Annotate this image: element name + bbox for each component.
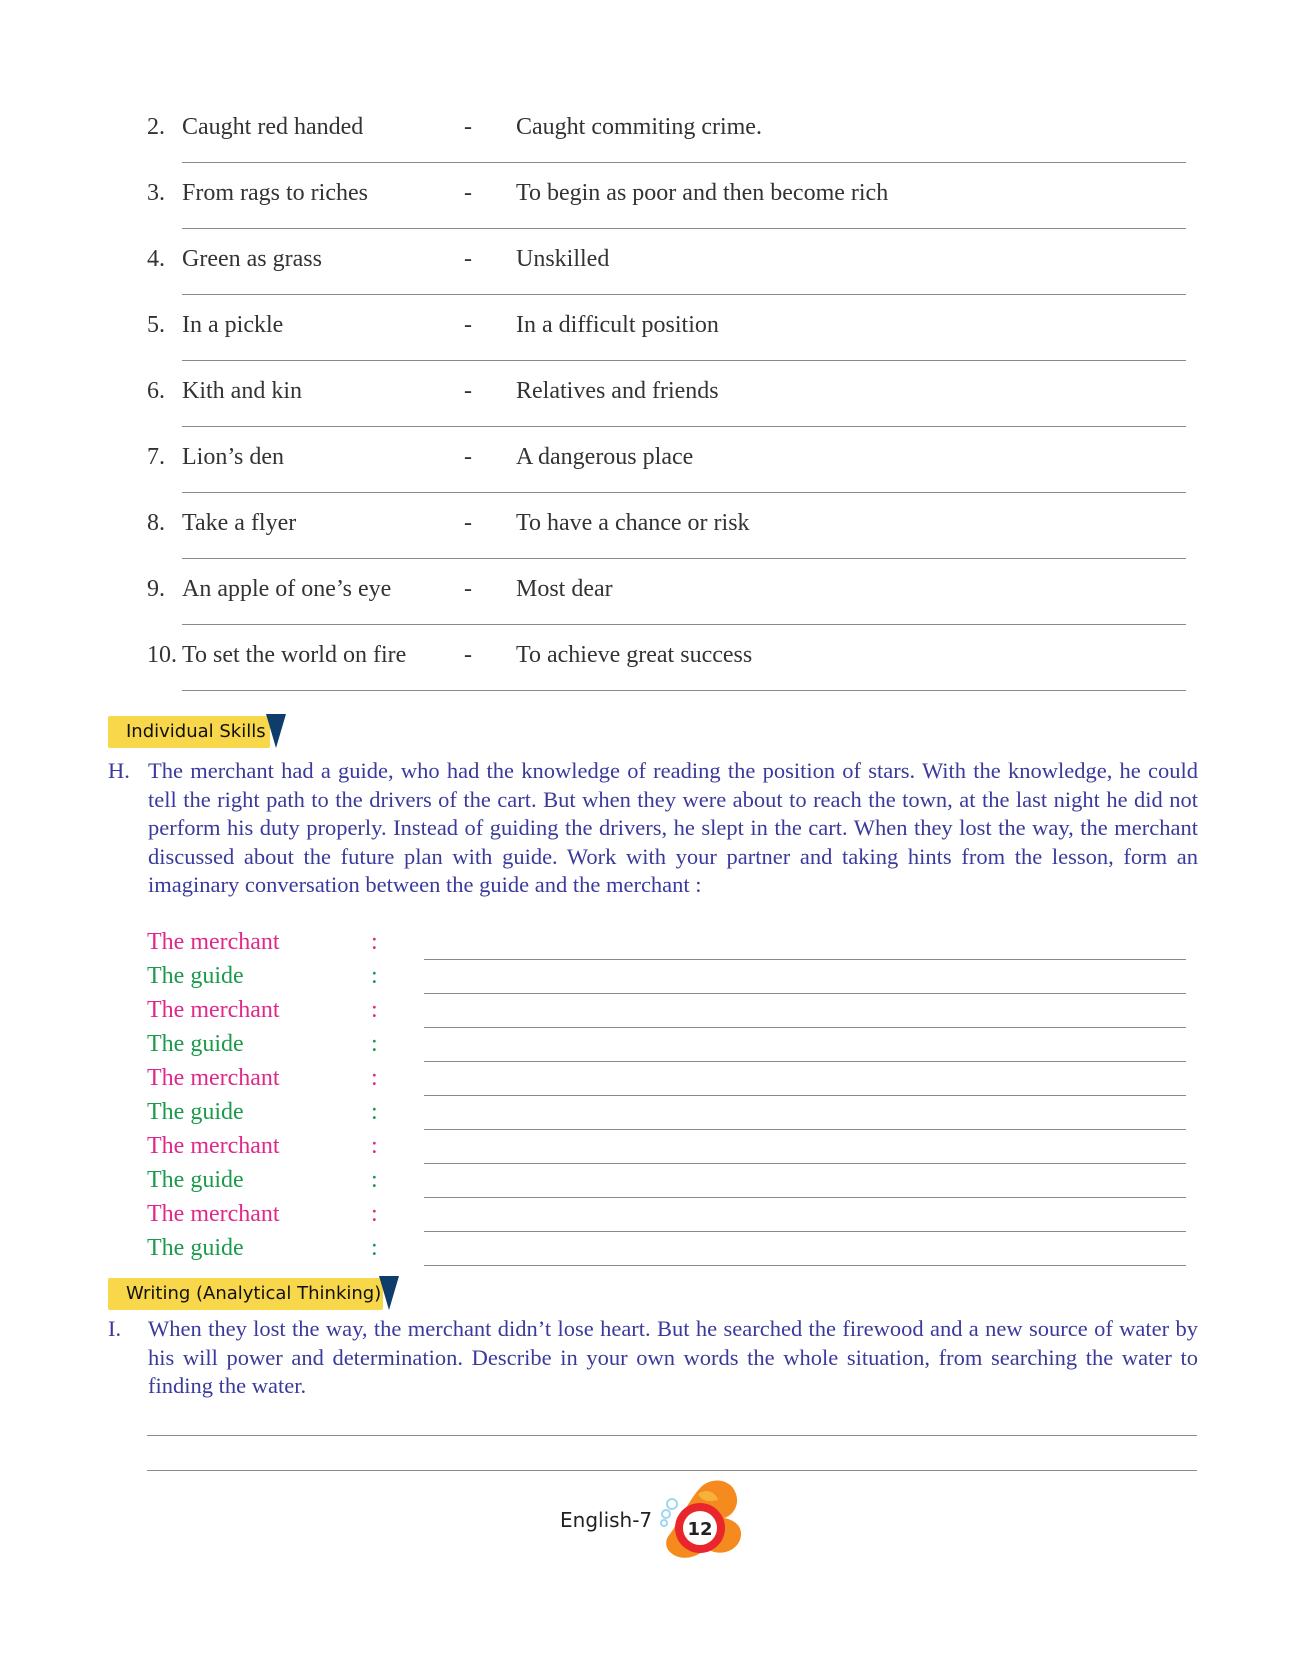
- bubble-icon: [661, 1520, 667, 1526]
- conversation-row: [0, 1031, 1296, 1065]
- idiom-phrase: From rags to riches: [182, 180, 368, 206]
- speaker-label: The guide: [147, 1031, 244, 1057]
- idiom-meaning: Relatives and friends: [516, 378, 719, 404]
- speaker-colon: :: [371, 1031, 378, 1057]
- idiom-meaning: A dangerous place: [516, 444, 694, 470]
- answer-line: [182, 294, 1186, 295]
- dialogue-input-line[interactable]: [424, 993, 1186, 994]
- idiom-row: [0, 236, 1296, 302]
- speaker-colon: :: [371, 1133, 378, 1159]
- answer-line: [182, 690, 1186, 691]
- answer-line: [182, 228, 1186, 229]
- idiom-phrase: Take a flyer: [182, 510, 297, 536]
- idiom-meaning: To begin as poor and then become rich: [516, 180, 889, 206]
- speaker-label: The guide: [147, 1167, 244, 1193]
- idiom-meaning: Caught commiting crime.: [516, 114, 762, 140]
- speaker-label: The guide: [147, 1099, 244, 1125]
- idiom-row: [0, 368, 1296, 434]
- speaker-colon: :: [371, 963, 378, 989]
- speaker-colon: :: [371, 1167, 378, 1193]
- question-letter: H.: [108, 758, 130, 783]
- idiom-phrase: Lion’s den: [182, 444, 284, 470]
- conversation-row: [0, 1099, 1296, 1133]
- question-i: [108, 1315, 1198, 1405]
- answer-line: [182, 162, 1186, 163]
- idiom-number: 10.: [147, 642, 177, 668]
- idiom-dash: -: [464, 114, 472, 140]
- tag-flag-icon: [379, 1276, 399, 1310]
- conversation-row: [0, 1065, 1296, 1099]
- speaker-label: The merchant: [147, 1201, 280, 1227]
- idiom-number: 6.: [147, 378, 165, 404]
- dialogue-input-line[interactable]: [424, 959, 1186, 960]
- idiom-meaning: Unskilled: [516, 246, 610, 272]
- dialogue-input-line[interactable]: [424, 1231, 1186, 1232]
- tag-label: Individual Skills: [126, 721, 266, 742]
- idiom-phrase: An apple of one’s eye: [182, 576, 392, 602]
- page-number: 12: [687, 1519, 713, 1540]
- answer-line: [182, 492, 1186, 493]
- idiom-phrase: Kith and kin: [182, 378, 302, 404]
- conversation-row: [0, 1235, 1296, 1269]
- dialogue-input-line[interactable]: [424, 1095, 1186, 1096]
- idiom-phrase: In a pickle: [182, 312, 284, 338]
- dialogue-input-line[interactable]: [424, 1163, 1186, 1164]
- question-h: [108, 757, 1198, 929]
- speaker-colon: :: [371, 929, 378, 955]
- answer-line: [182, 558, 1186, 559]
- idiom-dash: -: [464, 510, 472, 536]
- speaker-colon: :: [371, 1065, 378, 1091]
- idiom-dash: -: [464, 246, 472, 272]
- speaker-label: The merchant: [147, 1133, 280, 1159]
- speaker-label: The guide: [147, 963, 244, 989]
- idiom-number: 3.: [147, 180, 165, 206]
- idiom-dash: -: [464, 576, 472, 602]
- idiom-row: [0, 500, 1296, 566]
- idiom-phrase: Caught red handed: [182, 114, 364, 140]
- question-text: The merchant had a guide, who had the knowledge of reading the position of stars. With the knowledge, he could tell the right path to the drivers of the cart. But when they were about to reach the town, at the last night he did not perform his duty properly. Instead of guiding the drivers, he slept in the cart. When they lost the way, the merchant discussed about the future plan with guide. Work with your partner and taking hints from the lesson, form an imaginary conversation between the guide and the merchant :: [148, 758, 1198, 897]
- idiom-number: 7.: [147, 444, 165, 470]
- answer-line: [182, 426, 1186, 427]
- book-title: English-7: [560, 1508, 653, 1532]
- speaker-label: The merchant: [147, 1065, 280, 1091]
- question-letter: I.: [108, 1316, 122, 1341]
- tag-label: Writing (Analytical Thinking): [126, 1283, 382, 1304]
- idiom-meaning: To have a chance or risk: [516, 510, 750, 536]
- conversation-row: [0, 929, 1296, 963]
- answer-line: [182, 624, 1186, 625]
- idiom-number: 5.: [147, 312, 165, 338]
- bubble-icon: [662, 1510, 670, 1518]
- idiom-number: 2.: [147, 114, 165, 140]
- bubble-icon: [667, 1499, 677, 1509]
- conversation-row: [0, 963, 1296, 997]
- idiom-row: [0, 302, 1296, 368]
- speaker-label: The merchant: [147, 929, 280, 955]
- conversation-row: [0, 997, 1296, 1031]
- idiom-row: [0, 434, 1296, 500]
- speaker-colon: :: [371, 1201, 378, 1227]
- dialogue-input-line[interactable]: [424, 1129, 1186, 1130]
- tag-flag-icon: [266, 714, 286, 748]
- idiom-row: [0, 170, 1296, 236]
- idiom-number: 8.: [147, 510, 165, 536]
- idiom-number: 9.: [147, 576, 165, 602]
- writing-answer-line[interactable]: [147, 1470, 1197, 1471]
- dialogue-input-line[interactable]: [424, 1027, 1186, 1028]
- idiom-meaning: Most dear: [516, 576, 613, 602]
- dialogue-input-line[interactable]: [424, 1265, 1186, 1266]
- answer-line: [182, 360, 1186, 361]
- idiom-dash: -: [464, 378, 472, 404]
- page-number-badge: [640, 1476, 760, 1566]
- idiom-meaning: In a difficult position: [516, 312, 719, 338]
- idiom-number: 4.: [147, 246, 165, 272]
- idiom-dash: -: [464, 180, 472, 206]
- question-text: When they lost the way, the merchant didn’t lose heart. But he searched the firewood and a new source of water by his will power and determination. Describe in your own words the whole situation, from searching the water to finding the water.: [148, 1316, 1198, 1398]
- speaker-colon: :: [371, 1235, 378, 1261]
- idiom-dash: -: [464, 642, 472, 668]
- idiom-phrase: Green as grass: [182, 246, 322, 272]
- idiom-row: [0, 566, 1296, 632]
- idiom-row: [0, 104, 1296, 170]
- speaker-colon: :: [371, 1099, 378, 1125]
- idiom-dash: -: [464, 312, 472, 338]
- speaker-label: The merchant: [147, 997, 280, 1023]
- idiom-row: [0, 632, 1296, 698]
- conversation-row: [0, 1201, 1296, 1235]
- speaker-label: The guide: [147, 1235, 244, 1261]
- idiom-dash: -: [464, 444, 472, 470]
- conversation-row: [0, 1167, 1296, 1201]
- conversation-row: [0, 1133, 1296, 1167]
- dialogue-input-line[interactable]: [424, 1197, 1186, 1198]
- writing-answer-line[interactable]: [147, 1435, 1197, 1436]
- speaker-colon: :: [371, 997, 378, 1023]
- idiom-phrase: To set the world on fire: [182, 642, 407, 668]
- idiom-meaning: To achieve great success: [516, 642, 753, 668]
- dialogue-input-line[interactable]: [424, 1061, 1186, 1062]
